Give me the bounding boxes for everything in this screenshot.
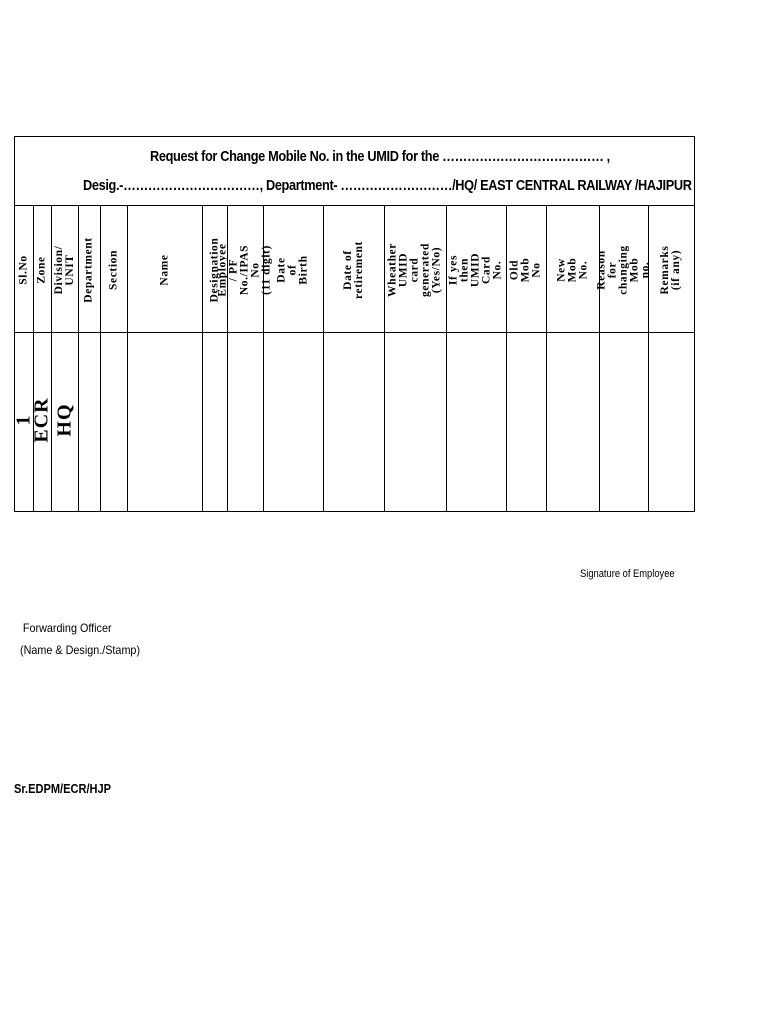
column-header-label: Zone	[35, 255, 48, 284]
column-header-label: Name	[158, 253, 170, 286]
cell-division	[51, 333, 78, 511]
column-header-old-mob-no	[506, 206, 546, 333]
cell-division-value: HQ	[53, 403, 75, 437]
column-header-new-mob-no	[546, 206, 599, 333]
column-header-umid-card-no	[446, 206, 506, 333]
umid-request-form	[14, 136, 695, 512]
column-header-department	[78, 206, 100, 333]
column-header-label: Old Mob No	[508, 257, 543, 282]
forwarding-officer-sub-label: (Name & Design./Stamp)	[20, 643, 141, 657]
column-header-section	[100, 206, 127, 333]
column-header-zone	[33, 206, 51, 333]
form-title-line-1: Request for Change Mobile No. in the UMID for the ………………………………… ,	[150, 149, 610, 165]
column-header-label: Department	[82, 236, 95, 303]
cell-sl-no-value: 1	[12, 414, 35, 426]
column-header-label: Division/ UNIT	[52, 245, 76, 294]
column-header-label: New Mob No.	[555, 257, 589, 282]
column-header-label: Date of retirement	[341, 240, 365, 299]
signature-of-employee-label: Signature of Employee	[580, 568, 675, 580]
column-header-label: Sl.No	[17, 254, 30, 285]
column-header-date-of-retirement	[323, 206, 384, 333]
column-header-label: Section	[107, 249, 119, 290]
column-header-label: Wheather UMID card generated (Yes/No)	[386, 242, 443, 297]
column-header-employee-no	[216, 206, 273, 333]
office-reference: Sr.EDPM/ECR/HJP	[14, 781, 112, 796]
column-header-label: Employee / PF No./IPAS No (11 digit)	[216, 242, 273, 297]
column-header-label: Remarks (if any)	[659, 245, 682, 294]
column-header-label: Designation	[208, 237, 220, 302]
column-header-remarks	[648, 206, 694, 333]
cell-zone	[30, 333, 53, 511]
column-header-umid-generated	[384, 206, 446, 333]
column-header-sl-no	[15, 206, 33, 333]
column-header-label: Date of Birth	[275, 254, 310, 285]
form-title-line-2: Desig.-……………………………, Department- ………………………/HQ/ EAST CENTRAL RAILWAY /HAJIPUR	[83, 178, 692, 194]
column-header-date-of-birth	[263, 206, 323, 333]
column-header-reason	[595, 206, 651, 333]
forwarding-officer-block	[20, 617, 141, 661]
column-header-label: If yes then UMID Card No.	[447, 252, 504, 287]
column-header-label: Reason for changing Mob no.	[595, 244, 651, 295]
cell-zone-value: ECR	[30, 397, 53, 443]
forwarding-officer-label: Forwarding Officer	[22, 621, 112, 635]
column-header-division	[51, 206, 78, 333]
column-header-name	[127, 206, 202, 333]
